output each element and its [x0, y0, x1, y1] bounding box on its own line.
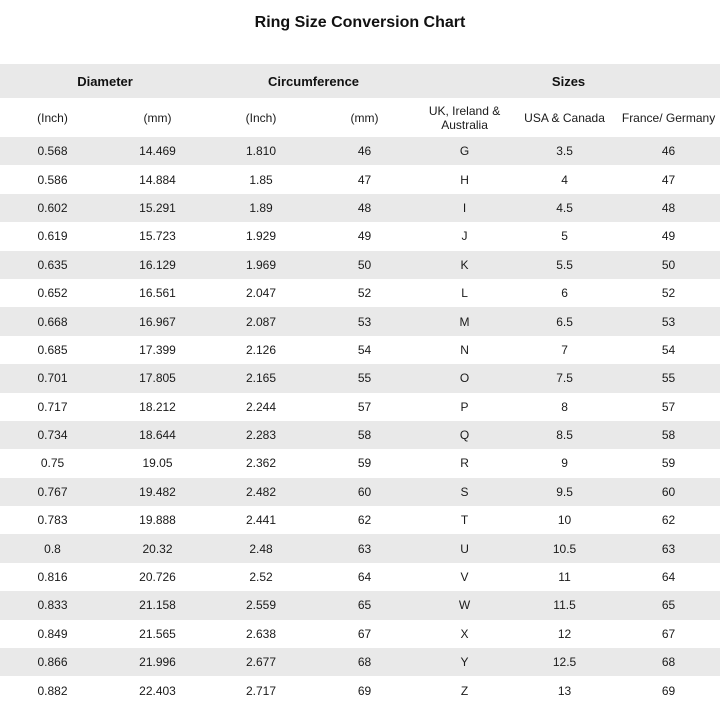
- table-cell: 47: [661, 172, 676, 187]
- table-cell: 0.734: [37, 428, 68, 443]
- table-cell: 0.701: [37, 371, 68, 386]
- table-cell: 0.619: [37, 229, 68, 244]
- table-cell: 55: [357, 371, 372, 386]
- table-cell: 0.849: [37, 626, 68, 641]
- table-cell: 4.5: [556, 200, 573, 215]
- table-cell: 19.05: [142, 456, 173, 471]
- table-cell: 52: [357, 286, 372, 301]
- table-cell: 6: [561, 286, 568, 301]
- table-row: [0, 421, 720, 449]
- table-cell: 57: [661, 399, 676, 414]
- table-cell: 21.158: [139, 598, 176, 613]
- table-cell: 4: [561, 172, 568, 187]
- table-cell: 0.586: [37, 172, 68, 187]
- table-cell: 58: [661, 428, 676, 443]
- group-header-row: [0, 64, 720, 98]
- table-cell: 55: [661, 371, 676, 386]
- table-cell: 2.087: [246, 314, 277, 329]
- table-cell: K: [460, 257, 469, 272]
- table-cell: 17.805: [139, 371, 176, 386]
- table-cell: 50: [661, 257, 676, 272]
- table-cell: 0.833: [37, 598, 68, 613]
- table-row: [0, 364, 720, 392]
- table-row: [0, 251, 720, 279]
- table-cell: L: [461, 286, 468, 301]
- table-cell: V: [460, 570, 469, 585]
- table-cell: 0.652: [37, 286, 68, 301]
- table-cell: 2.482: [246, 484, 277, 499]
- table-row: [0, 194, 720, 222]
- table-cell: 2.48: [249, 541, 273, 556]
- table-row: [0, 393, 720, 421]
- table-cell: X: [460, 626, 469, 641]
- table-cell: 49: [357, 229, 372, 244]
- table-cell: 10: [557, 513, 572, 528]
- table-row: [0, 336, 720, 364]
- table-cell: 0.685: [37, 342, 68, 357]
- table-cell: 0.882: [37, 683, 68, 698]
- table-cell: 6.5: [556, 314, 573, 329]
- table-cell: 68: [661, 655, 676, 670]
- table-cell: 9: [561, 456, 568, 471]
- table-cell: 16.561: [139, 286, 176, 301]
- table-row: [0, 165, 720, 193]
- table-cell: 65: [661, 598, 676, 613]
- table-cell: 1.85: [249, 172, 273, 187]
- table-cell: 16.129: [139, 257, 176, 272]
- table-cell: H: [460, 172, 469, 187]
- table-cell: 2.717: [246, 683, 277, 698]
- table-cell: 15.291: [139, 200, 176, 215]
- table-cell: 2.52: [249, 570, 273, 585]
- table-cell: 0.816: [37, 570, 68, 585]
- table-cell: 7.5: [556, 371, 573, 386]
- table-cell: 2.362: [246, 456, 277, 471]
- table-cell: 2.638: [246, 626, 277, 641]
- table-cell: 19.888: [139, 513, 176, 528]
- table-row: [0, 222, 720, 250]
- table-cell: Q: [459, 428, 470, 443]
- table-cell: 62: [661, 513, 676, 528]
- table-cell: 1.969: [246, 257, 277, 272]
- table-cell: 17.399: [139, 342, 176, 357]
- table-cell: 0.568: [37, 144, 68, 159]
- table-cell: 52: [661, 286, 676, 301]
- table-cell: 14.884: [139, 172, 176, 187]
- table-cell: S: [460, 484, 469, 499]
- table-cell: 5.5: [556, 257, 573, 272]
- table-cell: 0.635: [37, 257, 68, 272]
- table-cell: 3.5: [556, 144, 573, 159]
- table-cell: 21.996: [139, 655, 176, 670]
- table-cell: 0.75: [40, 456, 65, 471]
- table-cell: 0.767: [37, 484, 68, 499]
- table-cell: 53: [661, 314, 676, 329]
- table-row: [0, 506, 720, 534]
- table-cell: 49: [661, 229, 676, 244]
- table-cell: 69: [357, 683, 372, 698]
- table-cell: 60: [661, 484, 676, 499]
- table-cell: 0.866: [37, 655, 68, 670]
- table-cell: 59: [357, 456, 372, 471]
- page-title: Ring Size Conversion Chart: [254, 14, 466, 31]
- table-cell: 63: [357, 541, 372, 556]
- table-cell: 67: [357, 626, 372, 641]
- group-header-circumference: Circumference: [210, 64, 417, 98]
- table-cell: 46: [357, 144, 372, 159]
- table-cell: 2.165: [246, 371, 277, 386]
- table-cell: 21.565: [139, 626, 176, 641]
- table-cell: 0.717: [37, 399, 68, 414]
- table-cell: 12.5: [552, 655, 577, 670]
- table-cell: 1.929: [246, 229, 277, 244]
- column-header-row: [0, 98, 720, 137]
- table-cell: 50: [357, 257, 372, 272]
- table-cell: 14.469: [139, 144, 176, 159]
- table-cell: 20.32: [142, 541, 173, 556]
- table-cell: J: [461, 229, 468, 244]
- table-cell: 16.967: [139, 314, 176, 329]
- table-cell: 0.8: [44, 541, 61, 556]
- table-cell: 22.403: [139, 683, 176, 698]
- table-cell: 57: [357, 399, 372, 414]
- table-cell: 62: [357, 513, 372, 528]
- table-cell: 2.126: [246, 342, 277, 357]
- table-cell: 2.047: [246, 286, 277, 301]
- column-header-france-germany: France/ Germany: [617, 98, 720, 137]
- table-cell: 58: [357, 428, 372, 443]
- table-cell: U: [460, 541, 469, 556]
- table-row: [0, 478, 720, 506]
- table-cell: I: [462, 200, 467, 215]
- table-cell: 63: [661, 541, 676, 556]
- table-cell: 2.283: [246, 428, 277, 443]
- table-cell: 8.5: [556, 428, 573, 443]
- column-header-usa-canada: USA & Canada: [512, 98, 617, 137]
- table-cell: 60: [357, 484, 372, 499]
- table-cell: 12: [557, 626, 572, 641]
- group-header-sizes: Sizes: [417, 64, 720, 98]
- table-cell: 67: [661, 626, 676, 641]
- table-cell: W: [458, 598, 471, 613]
- table-cell: 64: [661, 570, 676, 585]
- column-header-diameter-mm: (mm): [105, 98, 210, 137]
- table-cell: M: [459, 314, 470, 329]
- table-cell: 11.5: [553, 598, 576, 613]
- column-header-uk-ireland-australia: UK, Ireland & Australia: [417, 98, 512, 137]
- table-cell: 11: [558, 570, 571, 585]
- table-cell: 9.5: [556, 484, 573, 499]
- table-row: [0, 307, 720, 335]
- table-cell: 2.244: [246, 399, 277, 414]
- table-cell: 47: [357, 172, 372, 187]
- table-cell: 48: [357, 200, 372, 215]
- table-cell: 64: [357, 570, 372, 585]
- column-header-circumference-inch: (Inch): [210, 98, 312, 137]
- table-cell: R: [460, 456, 469, 471]
- table-cell: Y: [460, 655, 469, 670]
- table-cell: 0.783: [37, 513, 68, 528]
- table-cell: N: [460, 342, 469, 357]
- group-header-diameter: Diameter: [0, 64, 210, 98]
- table-cell: 68: [357, 655, 372, 670]
- table-cell: 65: [357, 598, 372, 613]
- table-cell: 69: [661, 683, 676, 698]
- table-row: [0, 563, 720, 591]
- table-cell: 0.668: [37, 314, 68, 329]
- table-row: [0, 676, 720, 704]
- table-cell: 13: [557, 683, 572, 698]
- table-cell: 8: [561, 399, 568, 414]
- table-row: [0, 449, 720, 477]
- table-body: [0, 137, 720, 705]
- table-cell: 2.559: [246, 598, 277, 613]
- table-cell: 15.723: [139, 229, 176, 244]
- table-header: [0, 64, 720, 137]
- table-cell: 1.89: [249, 200, 273, 215]
- table-cell: Z: [460, 683, 469, 698]
- table-cell: 19.482: [139, 484, 176, 499]
- table-cell: 10.5: [552, 541, 577, 556]
- ring-size-table: [0, 64, 720, 705]
- table-cell: 5: [561, 229, 568, 244]
- table-cell: 2.441: [246, 513, 277, 528]
- table-row: [0, 591, 720, 619]
- table-cell: 48: [661, 200, 676, 215]
- column-header-circumference-mm: (mm): [312, 98, 417, 137]
- table-cell: 2.677: [246, 655, 277, 670]
- table-cell: 18.644: [139, 428, 176, 443]
- table-row: [0, 534, 720, 562]
- table-cell: T: [460, 513, 469, 528]
- table-cell: 0.602: [37, 200, 68, 215]
- table-row: [0, 648, 720, 676]
- table-row: [0, 620, 720, 648]
- column-header-diameter-inch: (Inch): [0, 98, 105, 137]
- table-cell: 46: [661, 144, 676, 159]
- table-cell: 54: [357, 342, 372, 357]
- table-cell: G: [459, 144, 470, 159]
- table-cell: 7: [561, 342, 568, 357]
- table-row: [0, 137, 720, 165]
- table-cell: O: [459, 371, 470, 386]
- table-cell: P: [460, 399, 469, 414]
- table-cell: 20.726: [139, 570, 176, 585]
- table-cell: 54: [661, 342, 676, 357]
- table-cell: 18.212: [139, 399, 176, 414]
- table-cell: 59: [661, 456, 676, 471]
- table-cell: 53: [357, 314, 372, 329]
- table-cell: 1.810: [246, 144, 277, 159]
- table-row: [0, 279, 720, 307]
